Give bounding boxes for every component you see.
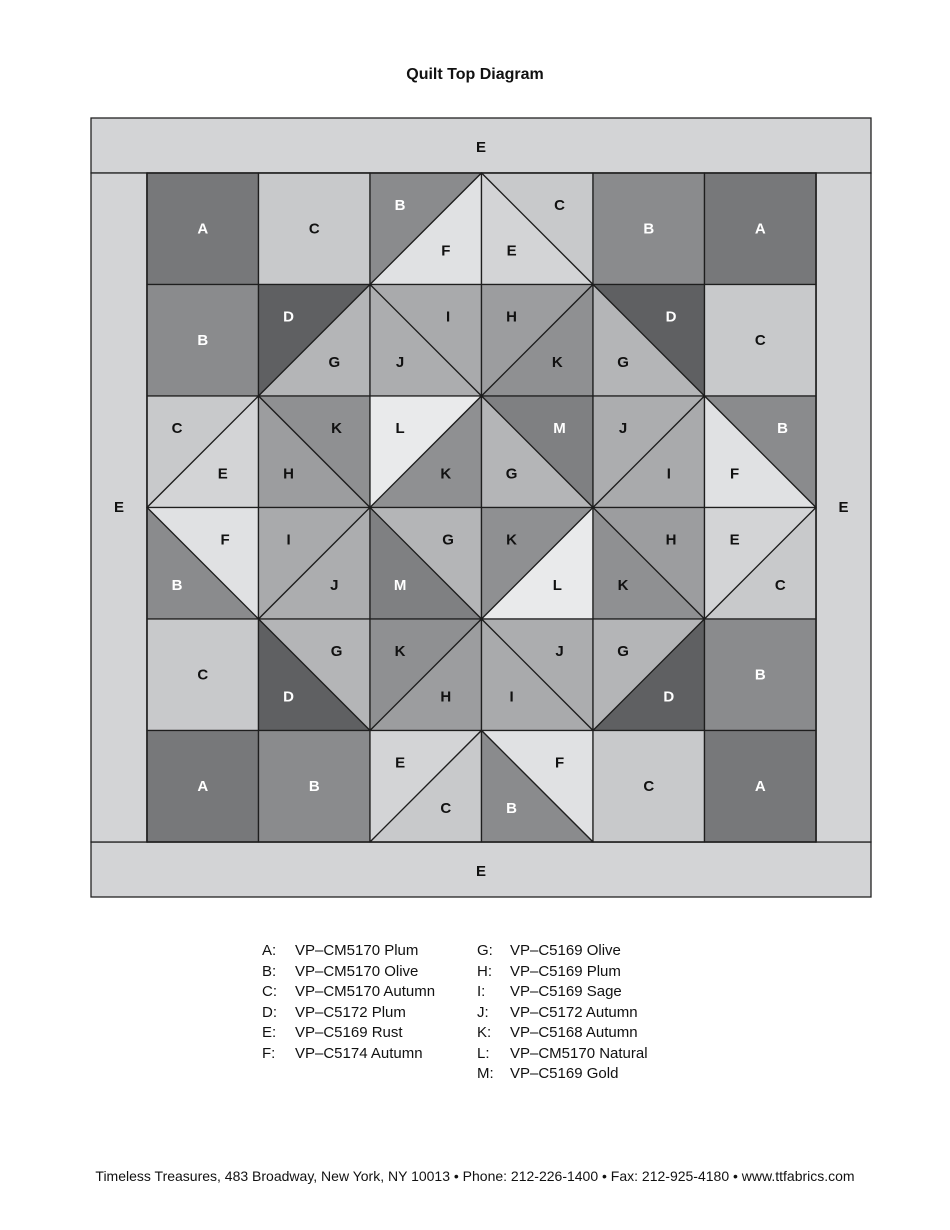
legend-fabric-name: VP–C5169 Gold (510, 1065, 619, 1082)
quilt-block-r2c5-upper-right-label: D (665, 308, 677, 326)
quilt-block-r2c4-lower-right-label: K (551, 354, 563, 372)
legend-item (262, 1023, 435, 1044)
quilt-block-r3c5-lower-right-label: I (666, 465, 671, 483)
quilt-block-r4c4-lower-right-label: L (552, 577, 562, 595)
quilt-block-r5c3-upper-left-label: K (394, 642, 406, 660)
quilt-block-r3c3-upper-left-label: L (395, 419, 405, 437)
quilt-block-r6c4-lower-left-label: B (506, 800, 518, 818)
quilt-block-r4c1-upper-right-label: F (220, 531, 230, 549)
legend-key: F: (262, 1044, 276, 1062)
legend-item (477, 982, 648, 1003)
legend-fabric-name: VP–C5174 Autumn (295, 1044, 423, 1062)
legend-item (262, 1044, 435, 1065)
quilt-block-r2c1-label: B (197, 331, 209, 349)
quilt-block-r1c6-label: A (754, 220, 766, 238)
legend-item (477, 962, 648, 983)
quilt-block-r3c1-upper-left-label: C (171, 419, 183, 437)
legend-key: I: (477, 983, 486, 1000)
border-left-label: E (113, 499, 125, 516)
legend-item (477, 1003, 648, 1024)
quilt-block-r2c2-upper-left-label: D (283, 308, 295, 326)
quilt-block-r2c2-lower-right-label: G (328, 354, 341, 372)
page-title: Quilt Top Diagram (406, 66, 544, 83)
legend-key: A: (262, 942, 277, 959)
quilt-block-r3c1-lower-right-label: E (217, 465, 228, 483)
quilt-block-r5c2-upper-right-label: G (330, 642, 343, 660)
quilt-block-r4c3-upper-right-label: G (442, 531, 454, 549)
quilt-block-r1c2-label: C (308, 220, 320, 238)
legend-fabric-name: VP–C5169 Sage (510, 983, 622, 1000)
quilt-block-r1c4-upper-right-label: C (554, 196, 565, 214)
quilt-block-r4c4-upper-left-label: K (506, 531, 518, 549)
legend-item (262, 962, 435, 983)
quilt-block-r5c4-upper-right-label: J (555, 642, 564, 660)
legend-item (477, 1023, 648, 1044)
quilt-block-r5c5-upper-left-label: G (617, 642, 629, 660)
legend-item (262, 1003, 435, 1024)
quilt-block-r3c3-lower-right-label: K (440, 465, 452, 483)
legend-fabric-name: VP–CM5170 Olive (295, 962, 419, 980)
quilt-block-r1c1-label: A (197, 220, 209, 238)
legend-key: D: (262, 1003, 277, 1021)
legend-key: B: (262, 962, 277, 980)
quilt-block-r4c5-lower-left-label: K (617, 577, 629, 595)
quilt-block-r4c2-upper-left-label: I (286, 531, 291, 549)
quilt-block-r3c2-upper-right-label: K (331, 419, 342, 437)
legend-key: H: (477, 962, 492, 980)
legend-fabric-name: VP–C5169 Olive (510, 942, 621, 959)
legend-fabric-name: VP–CM5170 Autumn (295, 983, 436, 1000)
quilt-block-r3c6-lower-left-label: F (730, 465, 740, 483)
legend-fabric-name: VP–C5172 Autumn (510, 1003, 638, 1021)
quilt-block-r3c4-lower-left-label: G (505, 465, 518, 483)
legend-fabric-name: VP–C5169 Rust (295, 1024, 403, 1041)
border-right-label: E (838, 499, 849, 516)
legend-item (262, 982, 435, 1003)
quilt-block-r1c5-label: B (643, 220, 655, 238)
legend-fabric-name: VP–C5172 Plum (295, 1003, 406, 1021)
legend-item (262, 941, 435, 962)
quilt-block-r4c1-lower-left-label: B (171, 577, 183, 595)
quilt-block-r4c3-lower-left-label: M (393, 577, 407, 595)
legend-item (477, 1044, 648, 1065)
legend-item (477, 1064, 648, 1085)
quilt-block-r5c1-label: C (197, 666, 209, 684)
quilt-block-r6c6-label: A (754, 777, 766, 795)
quilt-block-r4c6-upper-left-label: E (729, 531, 740, 549)
quilt-block-r5c4-lower-left-label: I (509, 688, 514, 706)
legend-key: J: (477, 1003, 489, 1021)
footer-contact: Timeless Treasures, 483 Broadway, New York, NY 10013 • Phone: 212-226-1400 • Fax: 212-925-4180 • www.ttfabrics.com (95, 1168, 855, 1184)
legend-fabric-name: VP–CM5170 Natural (510, 1044, 648, 1062)
legend-fabric-name: VP–C5168 Autumn (510, 1024, 638, 1041)
quilt-block-r6c3-upper-left-label: E (395, 754, 406, 772)
quilt-block-r3c2-lower-left-label: H (283, 465, 295, 483)
quilt-block-r5c3-lower-right-label: H (440, 688, 452, 706)
quilt-block-r1c3-lower-right-label: F (441, 242, 451, 260)
quilt-block-r4c6-lower-right-label: C (774, 577, 786, 595)
quilt-block-r4c2-lower-right-label: J (330, 577, 339, 595)
quilt-block-r3c5-upper-left-label: J (618, 419, 628, 437)
quilt-block-r5c6-label: B (754, 666, 766, 684)
quilt-block-r5c2-lower-left-label: D (283, 688, 295, 706)
quilt-block-r4c5-upper-right-label: H (665, 531, 677, 549)
legend-fabric-name: VP–CM5170 Plum (295, 942, 419, 959)
legend-key: K: (477, 1024, 492, 1041)
quilt-block-r6c5-label: C (643, 777, 655, 795)
quilt-block-r3c4-upper-right-label: M (553, 419, 566, 437)
quilt-block-r2c3-lower-left-label: J (395, 354, 405, 372)
quilt-block-r2c6-label: C (754, 331, 766, 349)
legend-key: M: (477, 1065, 494, 1082)
quilt-block-r6c4-upper-right-label: F (554, 754, 565, 772)
quilt-block-r6c2-label: B (308, 777, 320, 795)
legend-key: G: (477, 942, 493, 959)
quilt-block-r3c6-upper-right-label: B (777, 419, 788, 437)
quilt-block-r2c5-lower-left-label: G (617, 354, 629, 372)
legend-key: L: (477, 1044, 490, 1062)
legend-left (262, 941, 435, 1064)
quilt-block-r6c1-label: A (197, 777, 209, 795)
quilt-block-r1c3-upper-left-label: B (394, 196, 406, 214)
legend-right (477, 941, 648, 1085)
quilt-block-r2c4-upper-left-label: H (506, 308, 518, 326)
border-bottom-label: E (475, 863, 487, 880)
legend-fabric-name: VP–C5169 Plum (510, 962, 621, 980)
border-top-label: E (475, 139, 487, 156)
quilt-block-r1c4-lower-left-label: E (506, 242, 517, 260)
legend-key: C: (262, 983, 277, 1000)
quilt-block-r5c5-lower-right-label: D (663, 688, 675, 706)
legend-item (477, 941, 648, 962)
quilt-block-r6c3-lower-right-label: C (440, 800, 452, 818)
legend-key: E: (262, 1024, 277, 1041)
quilt-block-r2c3-upper-right-label: I (445, 308, 451, 326)
